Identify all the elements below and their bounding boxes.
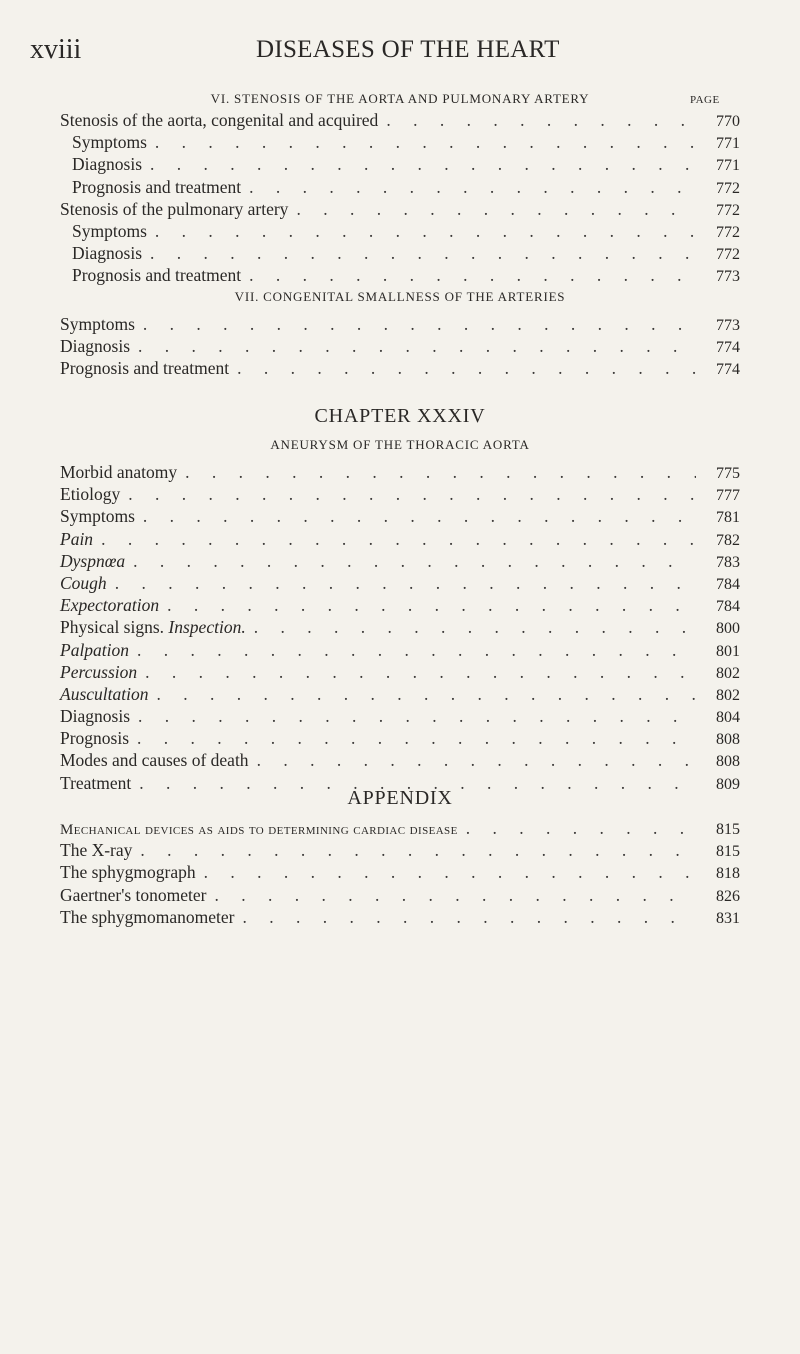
entry-label: Etiology — [60, 484, 121, 505]
entry-page: 808 — [716, 731, 740, 749]
entry-label: Stenosis of the pulmonary artery — [60, 198, 289, 219]
entry-label: Diagnosis — [60, 706, 130, 727]
entry-page: 802 — [716, 686, 740, 704]
entry-label: Symptoms — [72, 132, 147, 153]
dot-leader — [246, 617, 696, 638]
dot-leader — [135, 314, 696, 335]
dot-leader — [135, 506, 696, 527]
entry-label: Prognosis and treatment — [72, 265, 242, 286]
toc-entry[interactable] — [60, 684, 740, 706]
entry-label: Stenosis of the aorta, congenital and acquired — [60, 110, 379, 130]
section-heading-vi: VI. STENOSIS OF THE AORTA AND PULMONARY ARTERY — [210, 91, 590, 106]
dot-leader — [148, 684, 696, 705]
toc-entry[interactable] — [60, 551, 740, 573]
entry-page: 784 — [716, 598, 740, 616]
entry-page: 815 — [716, 821, 740, 838]
entry-label: Diagnosis — [72, 154, 142, 175]
entry-page: 774 — [716, 339, 740, 357]
toc-entry[interactable] — [60, 484, 740, 506]
toc-entry[interactable] — [60, 265, 740, 287]
running-header — [30, 34, 770, 70]
entry-page: 773 — [716, 317, 740, 334]
dot-leader — [229, 358, 696, 379]
entry-label: Symptoms — [72, 220, 147, 241]
section-heading-vii: VII. CONGENITAL SMALLNESS OF THE ARTERIES — [234, 289, 566, 304]
entry-label: Cough — [60, 572, 107, 593]
entry-page: 772 — [716, 246, 740, 264]
toc-entry[interactable] — [60, 314, 740, 336]
dot-leader — [129, 728, 696, 749]
entry-label: Prognosis and treatment — [60, 358, 230, 379]
entry-label: Treatment — [60, 772, 132, 793]
entry-page: 800 — [716, 620, 740, 638]
entry-page: 784 — [716, 575, 740, 593]
toc-entry[interactable] — [60, 336, 740, 358]
dot-leader — [142, 154, 696, 175]
entry-label: Symptoms — [60, 506, 135, 527]
toc-entry[interactable] — [60, 706, 740, 728]
dot-leader — [159, 595, 696, 616]
entry-page: 809 — [716, 775, 740, 793]
entry-page: 774 — [716, 361, 740, 379]
entry-label: Expectoration — [60, 595, 160, 616]
entry-label: Mechanical devices as aids to determining cardiac disease — [60, 822, 458, 838]
entry-label-italic: Inspection. — [168, 617, 246, 638]
toc-entry[interactable] — [60, 199, 740, 221]
toc-entry[interactable] — [60, 573, 740, 595]
dot-leader — [241, 265, 696, 286]
entry-page: 783 — [716, 553, 740, 571]
entry-label: The X-ray — [60, 840, 133, 861]
entry-label-main: Physical signs. — [60, 617, 165, 638]
chapter-heading: CHAPTER XXXIV — [314, 405, 486, 427]
dot-leader — [93, 529, 696, 550]
entry-label: The sphygmograph — [60, 862, 196, 883]
toc-entry[interactable] — [60, 728, 740, 750]
entry-label: Palpation — [60, 639, 130, 660]
chapter-subheading: ANEURYSM OF THE THORACIC AORTA — [270, 437, 530, 452]
entry-label: Symptoms — [60, 314, 135, 334]
entry-page: 773 — [716, 268, 740, 286]
entry-page: 781 — [716, 509, 740, 527]
toc-entry[interactable] — [60, 885, 740, 907]
dot-leader — [458, 818, 696, 839]
dot-leader — [130, 336, 696, 357]
page-column-label: PAGE — [690, 94, 720, 106]
dot-leader — [132, 840, 696, 861]
toc-entry[interactable] — [60, 132, 740, 154]
toc-entry[interactable] — [60, 529, 740, 551]
dot-leader — [129, 640, 696, 661]
toc-entry[interactable] — [60, 177, 740, 199]
entry-label — [60, 617, 246, 638]
entry-label: Morbid anatomy — [60, 462, 178, 482]
toc-entry[interactable] — [60, 110, 740, 132]
entry-label: Diagnosis — [60, 336, 130, 357]
entry-label: Modes and causes of death — [60, 750, 249, 771]
running-title: DISEASES OF THE HEART — [256, 36, 560, 63]
dot-leader — [147, 221, 696, 242]
entry-label: Percussion — [60, 661, 138, 682]
entry-page: 772 — [716, 201, 740, 219]
entry-label: Prognosis and treatment — [72, 176, 242, 197]
dot-leader — [142, 243, 696, 264]
entry-page: 771 — [716, 135, 740, 153]
dot-leader — [107, 573, 696, 594]
entry-label: Pain — [60, 528, 94, 549]
entry-page: 831 — [716, 909, 740, 927]
dot-leader — [137, 662, 696, 683]
appendix-heading: APPENDIX — [347, 787, 453, 809]
entry-page: 808 — [716, 753, 740, 771]
entry-page: 826 — [716, 887, 740, 905]
entry-page: 815 — [716, 843, 740, 861]
dot-leader — [249, 750, 696, 771]
entry-label: Auscultation — [60, 683, 149, 704]
entry-page: 804 — [716, 709, 740, 727]
entry-label: The sphygmomanometer — [60, 906, 235, 927]
entry-page: 782 — [716, 531, 740, 549]
entry-page: 777 — [716, 487, 740, 505]
toc-entry[interactable] — [60, 154, 740, 176]
dot-leader — [234, 907, 696, 928]
entry-label: Prognosis — [60, 728, 130, 749]
toc-entry[interactable] — [60, 358, 740, 380]
toc-entry[interactable] — [60, 595, 740, 617]
dot-leader — [120, 484, 696, 505]
entry-page: 772 — [716, 179, 740, 197]
chapter-xxxiv-entries — [60, 462, 740, 795]
toc-entry[interactable] — [60, 462, 740, 484]
entry-page: 818 — [716, 865, 740, 883]
dot-leader — [207, 885, 697, 906]
toc-entry[interactable] — [60, 506, 740, 528]
page-number: xviii — [30, 34, 82, 65]
entry-label: Gaertner's tonometer — [60, 884, 207, 905]
section-vii-entries — [60, 314, 740, 381]
dot-leader — [177, 462, 696, 483]
dot-leader — [378, 110, 696, 131]
toc-entry[interactable] — [60, 617, 740, 639]
entry-page: 770 — [716, 113, 740, 130]
toc-entry[interactable] — [60, 662, 740, 684]
dot-leader — [125, 551, 696, 572]
toc-entry[interactable] — [60, 907, 740, 929]
toc-entry[interactable] — [60, 243, 740, 265]
dot-leader — [241, 177, 696, 198]
dot-leader — [147, 132, 696, 153]
entry-label: Dyspnœa — [60, 550, 126, 571]
dot-leader — [130, 706, 696, 727]
dot-leader — [196, 862, 696, 883]
entry-page: 772 — [716, 223, 740, 241]
toc-entry[interactable] — [60, 818, 740, 840]
dot-leader — [288, 199, 696, 220]
toc-entry[interactable] — [60, 221, 740, 243]
section-vi-entries — [60, 110, 740, 288]
toc-entry[interactable] — [60, 640, 740, 662]
appendix-entries — [60, 818, 740, 929]
toc-entry[interactable] — [60, 862, 740, 884]
toc-entry[interactable] — [60, 840, 740, 862]
entry-page: 771 — [716, 157, 740, 175]
entry-label: Diagnosis — [72, 243, 142, 264]
entry-page: 801 — [716, 642, 740, 660]
entry-page: 775 — [716, 465, 740, 482]
toc-entry[interactable] — [60, 750, 740, 772]
entry-page: 802 — [716, 664, 740, 682]
